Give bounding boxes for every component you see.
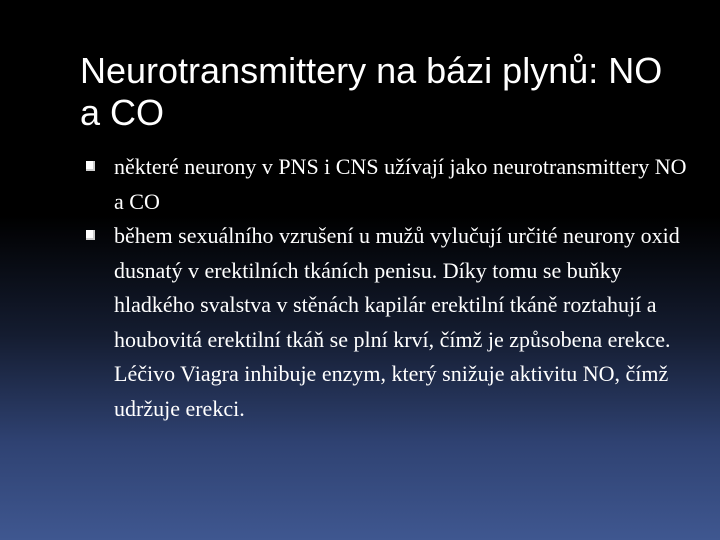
- slide-title: Neurotransmittery na bázi plynů: NO a CO: [80, 50, 663, 133]
- bullet-text: některé neurony v PNS i CNS užívají jako neurotransmittery NO a CO: [114, 154, 687, 214]
- bullet-list: [86, 150, 696, 426]
- square-bullet-icon: [86, 230, 95, 240]
- bullet-item: [86, 150, 696, 219]
- bullet-item: [86, 219, 696, 426]
- bullet-text: během sexuálního vzrušení u mužů vylučují určité neurony oxid dusnatý v erektilních tkáních penisu. Díky tomu se buňky hladkého svalstva v stěnách kapilár erektilní tkáně roztahují a houbovitá erektilní tkáň se plní krví, čímž je způsobena erekce. Léčivo Viagra inhibuje enzym, který snižuje aktivitu NO, čímž udržuje erekci.: [114, 223, 680, 421]
- square-bullet-icon: [86, 161, 95, 171]
